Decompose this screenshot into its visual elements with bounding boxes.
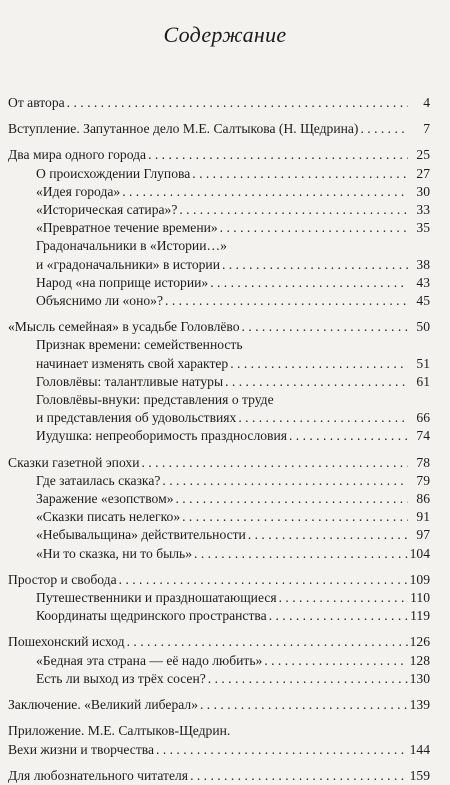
dot-leader bbox=[176, 490, 409, 508]
toc-entry-line[interactable]: Признак времени: семейственность bbox=[36, 337, 243, 353]
dot-leader bbox=[182, 508, 408, 526]
toc-entry[interactable] bbox=[8, 183, 430, 201]
table-of-contents bbox=[8, 94, 430, 785]
toc-entry-page: 119 bbox=[410, 608, 430, 624]
toc-entry[interactable] bbox=[8, 373, 430, 391]
toc-entry-page: 126 bbox=[409, 634, 430, 650]
toc-entry-page: 43 bbox=[416, 274, 430, 290]
toc-entry-page: 128 bbox=[409, 652, 430, 668]
dot-leader bbox=[225, 373, 408, 391]
toc-entry-label: Пошехонский исход bbox=[8, 634, 125, 650]
section-gap bbox=[8, 563, 430, 571]
toc-entry[interactable] bbox=[8, 219, 430, 237]
toc-entry-page: 51 bbox=[416, 355, 430, 371]
page-title: Содержание bbox=[163, 22, 287, 47]
dot-leader bbox=[208, 670, 408, 688]
toc-entry[interactable] bbox=[8, 633, 430, 651]
toc-entry-label: «Небывальщина» действительности bbox=[36, 527, 246, 543]
dot-leader bbox=[242, 318, 408, 336]
toc-entry[interactable] bbox=[8, 607, 430, 625]
toc-entry[interactable] bbox=[8, 472, 430, 490]
section-gap bbox=[8, 112, 430, 120]
toc-entry-page: 7 bbox=[423, 121, 430, 137]
toc-entry-label: «Историческая сатира»? bbox=[36, 202, 178, 218]
toc-entry-page: 159 bbox=[409, 767, 430, 783]
dot-leader bbox=[289, 427, 408, 445]
dot-leader bbox=[190, 767, 408, 785]
toc-entry[interactable] bbox=[8, 652, 430, 670]
dot-leader bbox=[269, 607, 408, 625]
dot-leader bbox=[222, 256, 408, 274]
toc-entry[interactable] bbox=[8, 508, 430, 526]
toc-entry-label: Сказки газетной эпохи bbox=[8, 454, 140, 470]
dot-leader bbox=[119, 571, 408, 589]
toc-entry[interactable] bbox=[8, 146, 430, 164]
toc-entry-label: «Сказки писать нелегко» bbox=[36, 509, 181, 525]
toc-entry-page: 104 bbox=[409, 545, 430, 561]
toc-entry[interactable] bbox=[8, 409, 430, 427]
section-gap bbox=[8, 446, 430, 454]
toc-entry[interactable] bbox=[8, 526, 430, 544]
toc-entry-page: 130 bbox=[409, 670, 430, 686]
toc-entry[interactable] bbox=[8, 767, 430, 785]
toc-entry-label: Народ «на поприще истории» bbox=[36, 274, 209, 290]
toc-entry-label: Иудушка: непреоборимость празднословия bbox=[36, 428, 287, 444]
toc-entry-page: 50 bbox=[416, 319, 430, 335]
toc-entry-page: 97 bbox=[416, 527, 430, 543]
dot-leader bbox=[238, 409, 408, 427]
toc-entry-label: Заключение. «Великий либерал» bbox=[8, 697, 198, 713]
dot-leader bbox=[360, 120, 408, 138]
toc-entry-line[interactable]: Приложение. М.Е. Салтыков-Щедрин. bbox=[8, 723, 231, 739]
toc-entry-page: 91 bbox=[416, 509, 430, 525]
dot-leader bbox=[200, 696, 408, 714]
toc-entry-label: Два мира одного города bbox=[8, 147, 147, 163]
toc-entry-label: «Идея города» bbox=[36, 183, 121, 199]
toc-entry-page: 86 bbox=[416, 491, 430, 507]
toc-entry-label: Вехи жизни и творчества bbox=[8, 741, 155, 757]
toc-entry[interactable] bbox=[8, 589, 430, 607]
toc-entry-page: 38 bbox=[416, 256, 430, 272]
toc-entry-label: Где затаилась сказка? bbox=[36, 472, 161, 488]
toc-entry-page: 25 bbox=[416, 147, 430, 163]
dot-leader bbox=[122, 183, 408, 201]
toc-entry-label: «Бедная эта страна — её надо любить» bbox=[36, 652, 263, 668]
dot-leader bbox=[248, 526, 408, 544]
toc-entry[interactable] bbox=[8, 490, 430, 508]
dot-leader bbox=[162, 472, 408, 490]
toc-entry[interactable] bbox=[8, 741, 430, 759]
dot-leader bbox=[156, 741, 408, 759]
toc-entry-label: «Превратное течение времени» bbox=[36, 220, 218, 236]
toc-entry-label: Вступление. Запутанное дело М.Е. Салтыкова (Н. Щедрина) bbox=[8, 121, 359, 137]
toc-entry-page: 139 bbox=[409, 697, 430, 713]
toc-entry-label: Объяснимо ли «оно»? bbox=[36, 293, 164, 309]
toc-entry[interactable] bbox=[8, 94, 430, 112]
toc-entry[interactable] bbox=[8, 292, 430, 310]
toc-entry-page: 4 bbox=[423, 95, 430, 110]
toc-entry-page: 30 bbox=[416, 183, 430, 199]
toc-entry[interactable] bbox=[8, 355, 430, 373]
toc-entry[interactable] bbox=[8, 545, 430, 563]
toc-entry-label: Путешественники и празднoшатающиеся bbox=[36, 590, 277, 606]
toc-entry-page: 61 bbox=[416, 373, 430, 389]
toc-entry-page: 27 bbox=[416, 165, 430, 181]
toc-entry[interactable] bbox=[8, 274, 430, 292]
toc-entry-label: «Мысль семейная» в усадьбе Головлёво bbox=[8, 319, 240, 335]
toc-entry-label: Координаты щедринского пространства bbox=[36, 608, 267, 624]
section-gap bbox=[8, 625, 430, 633]
section-gap bbox=[8, 138, 430, 146]
toc-entry-page: 78 bbox=[416, 454, 430, 470]
dot-leader bbox=[230, 355, 408, 373]
section-gap bbox=[8, 688, 430, 696]
dot-leader bbox=[220, 219, 408, 237]
toc-entry[interactable] bbox=[8, 696, 430, 714]
toc-entry[interactable] bbox=[8, 670, 430, 688]
toc-entry-page: 35 bbox=[416, 220, 430, 236]
toc-entry[interactable] bbox=[8, 256, 430, 274]
toc-entry-label: О происхождении Глупова bbox=[36, 165, 191, 181]
dot-leader bbox=[210, 274, 408, 292]
dot-leader bbox=[194, 545, 408, 563]
toc-entry-label: Для любознательного читателя bbox=[8, 767, 189, 783]
toc-entry-page: 144 bbox=[409, 741, 430, 757]
toc-entry-label: «Ни то сказка, ни то быль» bbox=[36, 545, 193, 561]
section-gap bbox=[8, 759, 430, 767]
toc-entry[interactable] bbox=[8, 120, 430, 138]
dot-leader bbox=[148, 146, 408, 164]
toc-entry-page: 79 bbox=[416, 472, 430, 488]
dot-leader bbox=[192, 165, 408, 183]
dot-leader bbox=[279, 589, 408, 607]
toc-entry-page: 110 bbox=[410, 590, 430, 606]
dot-leader bbox=[127, 633, 408, 651]
toc-entry[interactable] bbox=[8, 201, 430, 219]
toc-entry-label: Головлёвы: талантливые натуры bbox=[36, 373, 224, 389]
toc-entry-label: начинает изменять свой характер bbox=[36, 355, 229, 371]
toc-entry[interactable] bbox=[8, 427, 430, 445]
toc-entry-page: 109 bbox=[409, 571, 430, 587]
section-gap bbox=[8, 310, 430, 318]
dot-leader bbox=[264, 652, 407, 670]
toc-entry-label: и «градоначальники» в истории bbox=[36, 256, 220, 272]
dot-leader bbox=[141, 454, 408, 472]
toc-entry-label: Заражение «езопством» bbox=[36, 491, 174, 507]
toc-entry-page: 33 bbox=[416, 202, 430, 218]
toc-entry-label: Простор и свобода bbox=[8, 571, 117, 587]
dot-leader bbox=[165, 292, 408, 310]
toc-entry[interactable] bbox=[8, 318, 430, 336]
toc-entry-line[interactable]: Градоначальники в «Истории…» bbox=[36, 238, 227, 254]
dot-leader bbox=[179, 201, 408, 219]
section-gap bbox=[8, 714, 430, 722]
toc-entry-label: Есть ли выход из трёх сосен? bbox=[36, 670, 206, 686]
toc-entry[interactable] bbox=[8, 571, 430, 589]
toc-entry-page: 66 bbox=[416, 410, 430, 426]
toc-entry[interactable] bbox=[8, 454, 430, 472]
dot-leader bbox=[67, 94, 408, 112]
toc-entry-label: и представления об удовольствиях bbox=[36, 410, 237, 426]
toc-entry-label: От автора bbox=[8, 95, 65, 110]
toc-entry-line[interactable]: Головлёвы-внуки: представления о труде bbox=[36, 392, 274, 408]
toc-entry[interactable] bbox=[8, 165, 430, 183]
toc-entry-page: 74 bbox=[416, 428, 430, 444]
toc-entry-page: 45 bbox=[416, 293, 430, 309]
